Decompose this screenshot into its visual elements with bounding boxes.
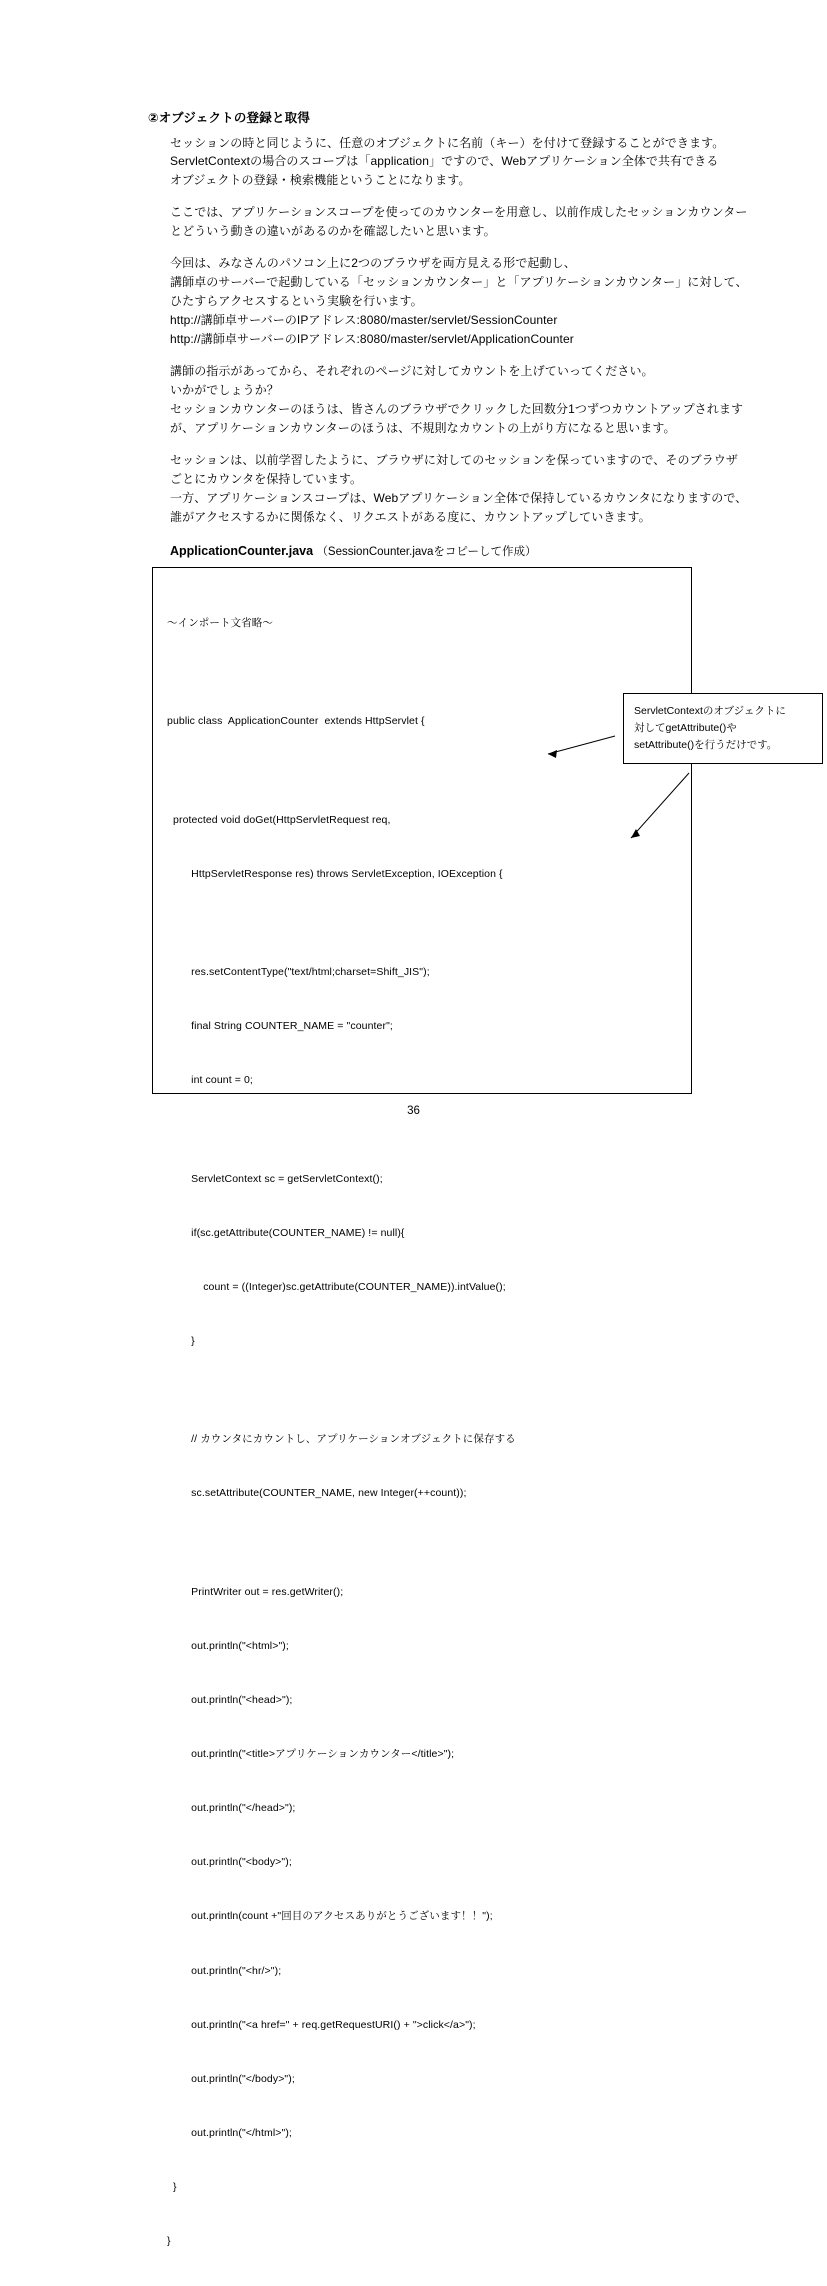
url-session-counter: http://講師卓サーバーのIPアドレス:8080/master/servlet/SessionCounter (170, 313, 558, 328)
text-line: セッションは、以前学習したように、ブラウザに対してのセッションを保っていますので、そのブラウザ (170, 452, 738, 467)
code-line: count = ((Integer)sc.getAttribute(COUNTER_NAME)).intValue(); (167, 1280, 506, 1293)
code-line: ServletContext sc = getServletContext(); (167, 1172, 383, 1185)
code-filename-note: （SessionCounter.javaをコピーして作成） (316, 545, 537, 558)
body-text (170, 134, 748, 527)
text-line: が、アプリケーションカウンターのほうは、不規則なカウントの上がり方になると思います。 (170, 420, 676, 435)
paragraph-1 (170, 134, 738, 191)
text-line: ごとにカウンタを保持しています。 (170, 471, 363, 486)
code-line (167, 668, 683, 676)
code-text (167, 578, 683, 2286)
callout-note (623, 693, 823, 764)
code-line: out.println("<head>"); (167, 1693, 293, 1706)
code-line: out.println("</body>"); (167, 2072, 295, 2085)
code-line: out.println("</html>"); (167, 2127, 292, 2140)
text-line: 今回は、みなさんのパソコン上に2つのブラウザを両方見える形で起動し、 (170, 256, 576, 271)
code-line (167, 919, 683, 927)
code-filename: ApplicationCounter.java (170, 543, 314, 558)
code-line: } (167, 1335, 195, 1348)
code-line: out.println("<body>"); (167, 1856, 292, 1869)
text-line: 講師の指示があってから、それぞれのページに対してカウントを上げていってください。 (170, 364, 654, 379)
code-listing-title (170, 543, 738, 561)
text-line: ひたすらアクセスするという実験を行います。 (170, 294, 423, 309)
code-line: public class ApplicationCounter extends HttpServlet { (167, 715, 425, 728)
code-line: // カウンタにカウントし、アプリケーションオブジェクトに保存する (167, 1433, 516, 1446)
code-line: out.println("<title>アプリケーションカウンター</title>"); (167, 1748, 455, 1761)
paragraph-2 (170, 203, 748, 241)
code-line: final String COUNTER_NAME = "counter"; (167, 1020, 393, 1033)
code-line: sc.setAttribute(COUNTER_NAME, new Integer(++count)); (167, 1487, 467, 1500)
code-line: 〜インポート文省略〜 (167, 617, 273, 630)
paragraph-4 (170, 362, 744, 438)
text-line: 誰がアクセスするかに関係なく、リクエストがある度に、カウントアップしていきます。 (170, 509, 651, 524)
code-line (167, 1126, 683, 1134)
code-line: out.println("<hr/>"); (167, 1964, 282, 1977)
text-line: 講師卓のサーバーで起動している「セッションカウンター」と「アプリケーションカウンター」に対して、 (170, 275, 748, 290)
url-application-counter: http://講師卓サーバーのIPアドレス:8080/master/servlet/ApplicationCounter (170, 332, 574, 347)
code-line: } (167, 2181, 177, 2194)
callout-line: 対してgetAttribute()や (634, 722, 737, 735)
text-line: オブジェクトの登録・検索機能ということになります。 (170, 173, 471, 188)
code-line: out.println("<a href=" + req.getRequestURI() + ">click</a>"); (167, 2018, 476, 2031)
text-line: セッションの時と同じように、任意のオブジェクトに名前（キー）を付けて登録することができます。 (170, 135, 725, 150)
code-line: HttpServletResponse res) throws ServletException, IOException { (167, 867, 503, 880)
code-line: out.println("</head>"); (167, 1802, 296, 1815)
text-line: 一方、アプリケーションスコープは、Webアプリケーション全体で保持しているカウンタになりますので、 (170, 490, 748, 505)
code-line (167, 767, 683, 775)
text-line: ServletContextの場合のスコープは「application」ですので、Webアプリケーション全体で共有できる (170, 154, 719, 169)
code-line (167, 1539, 683, 1547)
page-title: ②オブジェクトの登録と取得 (148, 111, 311, 125)
paragraph-3 (170, 254, 748, 349)
text-line: いかがでしょうか？ (170, 382, 279, 397)
code-line: out.println("<html>"); (167, 1639, 289, 1652)
code-line (167, 1386, 683, 1394)
code-line: PrintWriter out = res.getWriter(); (167, 1585, 344, 1598)
text-line: セッションカウンターのほうは、皆さんのブラウザでクリックした回数分1つずつカウントアップされます (170, 401, 744, 416)
callout-line: setAttribute()を行うだけです。 (634, 739, 778, 752)
page-number: 36 (407, 1105, 420, 1117)
text-line: ここでは、アプリケーションスコープを使ってのカウンターを用意し、以前作成したセッションカウンター (170, 205, 748, 220)
code-line: if(sc.getAttribute(COUNTER_NAME) != null){ (167, 1226, 405, 1239)
code-line: } (167, 2235, 171, 2248)
callout-line: ServletContextのオブジェクトに (634, 705, 786, 718)
code-line: int count = 0; (167, 1074, 253, 1087)
paragraph-5 (170, 451, 748, 527)
code-line: res.setContentType("text/html;charset=Shift_JIS"); (167, 966, 430, 979)
code-line: protected void doGet(HttpServletRequest req, (167, 813, 391, 826)
text-line: とどういう動きの違いがあるのかを確認したいと思います。 (170, 224, 496, 239)
code-line: out.println(count +"回目のアクセスありがとうございます！！"); (167, 1910, 493, 1923)
